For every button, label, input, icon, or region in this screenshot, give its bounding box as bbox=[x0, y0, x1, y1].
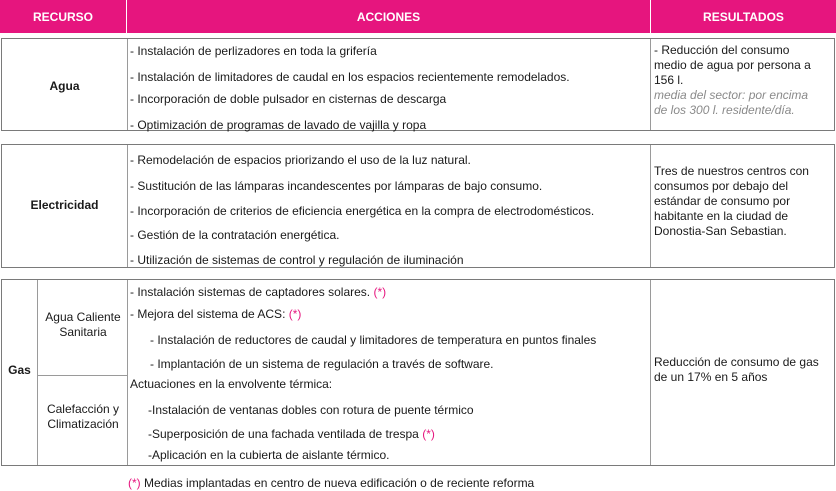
gas-action-7 bbox=[148, 427, 435, 441]
footnote-text: Medias implantadas en centro de nueva edificación o de reciente reforma bbox=[140, 476, 535, 490]
electricidad-result-line-5: Donostia-San Sebastian. bbox=[654, 224, 787, 238]
agua-action-2: - Instalación de limitadores de caudal en los espacios recientemente remodelados. bbox=[130, 70, 570, 84]
gas-action-2 bbox=[130, 307, 301, 321]
agua-section bbox=[1, 38, 835, 131]
electricidad-action-2: - Sustitución de las lámparas incandescentes por lámparas de bajo consumo. bbox=[130, 179, 543, 193]
electricidad-result bbox=[654, 164, 834, 239]
gas-action-7-mark: (*) bbox=[422, 427, 435, 441]
gas-divider-0 bbox=[37, 280, 38, 465]
header-results: RESULTADOS bbox=[651, 0, 836, 33]
gas-action-1-text: - Instalación sistemas de captadores solares. bbox=[130, 285, 374, 299]
gas-sub-calefaccion-line-2: Climatización bbox=[47, 417, 119, 431]
electricidad-section bbox=[1, 144, 835, 268]
gas-action-5: Actuaciones en la envolvente térmica: bbox=[130, 377, 333, 391]
gas-action-1-mark: (*) bbox=[373, 285, 387, 299]
electricidad-action-1: - Remodelación de espacios priorizando el uso de la luz natural. bbox=[130, 153, 471, 167]
agua-result-line-3: 156 l. bbox=[654, 73, 684, 87]
gas-sub-calefaccion bbox=[38, 402, 128, 432]
electricidad-action-4: - Gestión de la contratación energética. bbox=[130, 228, 340, 242]
gas-sub-acs-line-1: Agua Caliente bbox=[45, 310, 121, 324]
gas-sub-divider bbox=[37, 375, 128, 376]
agua-result-note-1: media del sector: por encima bbox=[654, 88, 809, 102]
electricidad-result-line-3: estándar de consumo por bbox=[654, 194, 791, 208]
agua-divider-2 bbox=[650, 39, 651, 130]
agua-label: Agua bbox=[49, 79, 80, 93]
gas-divider-2 bbox=[650, 280, 651, 465]
gas-sub-acs-line-2: Sanitaria bbox=[59, 325, 107, 339]
gas-action-2-mark: (*) bbox=[288, 307, 302, 321]
agua-result bbox=[654, 43, 834, 118]
gas-action-1 bbox=[130, 285, 386, 299]
gas-section bbox=[1, 279, 835, 466]
gas-result-line-2: de un 17% en 5 años bbox=[654, 370, 768, 384]
electricidad-divider-1 bbox=[127, 145, 128, 267]
electricidad-action-3: - Incorporación de criterios de eficiencia energética en la compra de electrodomésticos. bbox=[130, 204, 595, 218]
agua-divider-1 bbox=[127, 39, 128, 130]
agua-result-note-2: de los 300 l. residente/día. bbox=[654, 103, 795, 117]
gas-result-line-1: Reducción de consumo de gas bbox=[654, 355, 819, 369]
gas-result bbox=[654, 355, 834, 385]
header-actions: ACCIONES bbox=[127, 0, 651, 33]
gas-divider-1 bbox=[127, 280, 128, 465]
electricidad-divider-2 bbox=[650, 145, 651, 267]
gas-action-2-text: - Mejora del sistema de ACS: bbox=[130, 307, 289, 321]
gas-sub-acs bbox=[38, 310, 128, 340]
gas-action-4: - Implantación de un sistema de regulación a través de software. bbox=[150, 357, 494, 371]
gas-action-7-text: -Superposición de una fachada ventilada de trespa bbox=[148, 427, 423, 441]
gas-action-3: - Instalación de reductores de caudal y limitadores de temperatura en puntos finales bbox=[150, 333, 597, 347]
gas-sub-calefaccion-line-1: Calefacción y bbox=[46, 402, 120, 416]
footnote-mark: (*) bbox=[128, 476, 141, 490]
gas-action-8: -Aplicación en la cubierta de aislante térmico. bbox=[148, 448, 390, 462]
electricidad-result-line-4: habitante en la ciudad de bbox=[654, 209, 789, 223]
gas-action-6: -Instalación de ventanas dobles con rotura de puente térmico bbox=[148, 403, 474, 417]
electricidad-result-line-2: consumos por debajo del bbox=[654, 179, 789, 193]
agua-action-1: - Instalación de perlizadores en toda la grifería bbox=[130, 44, 377, 58]
gas-label: Gas bbox=[8, 363, 31, 377]
agua-action-3: - Incorporación de doble pulsador en cisternas de descarga bbox=[130, 92, 447, 106]
agua-result-line-1: - Reducción del consumo bbox=[654, 43, 790, 57]
footnote bbox=[128, 476, 534, 490]
electricidad-label: Electricidad bbox=[30, 198, 99, 212]
electricidad-result-line-1: Tres de nuestros centros con bbox=[654, 164, 809, 178]
agua-action-4: - Optimización de programas de lavado de vajilla y ropa bbox=[130, 118, 427, 132]
header-resource: RECURSO bbox=[0, 0, 127, 33]
electricidad-action-5: - Utilización de sistemas de control y regulación de iluminación bbox=[130, 253, 464, 267]
agua-result-line-2: medio de agua por persona a bbox=[654, 58, 811, 72]
